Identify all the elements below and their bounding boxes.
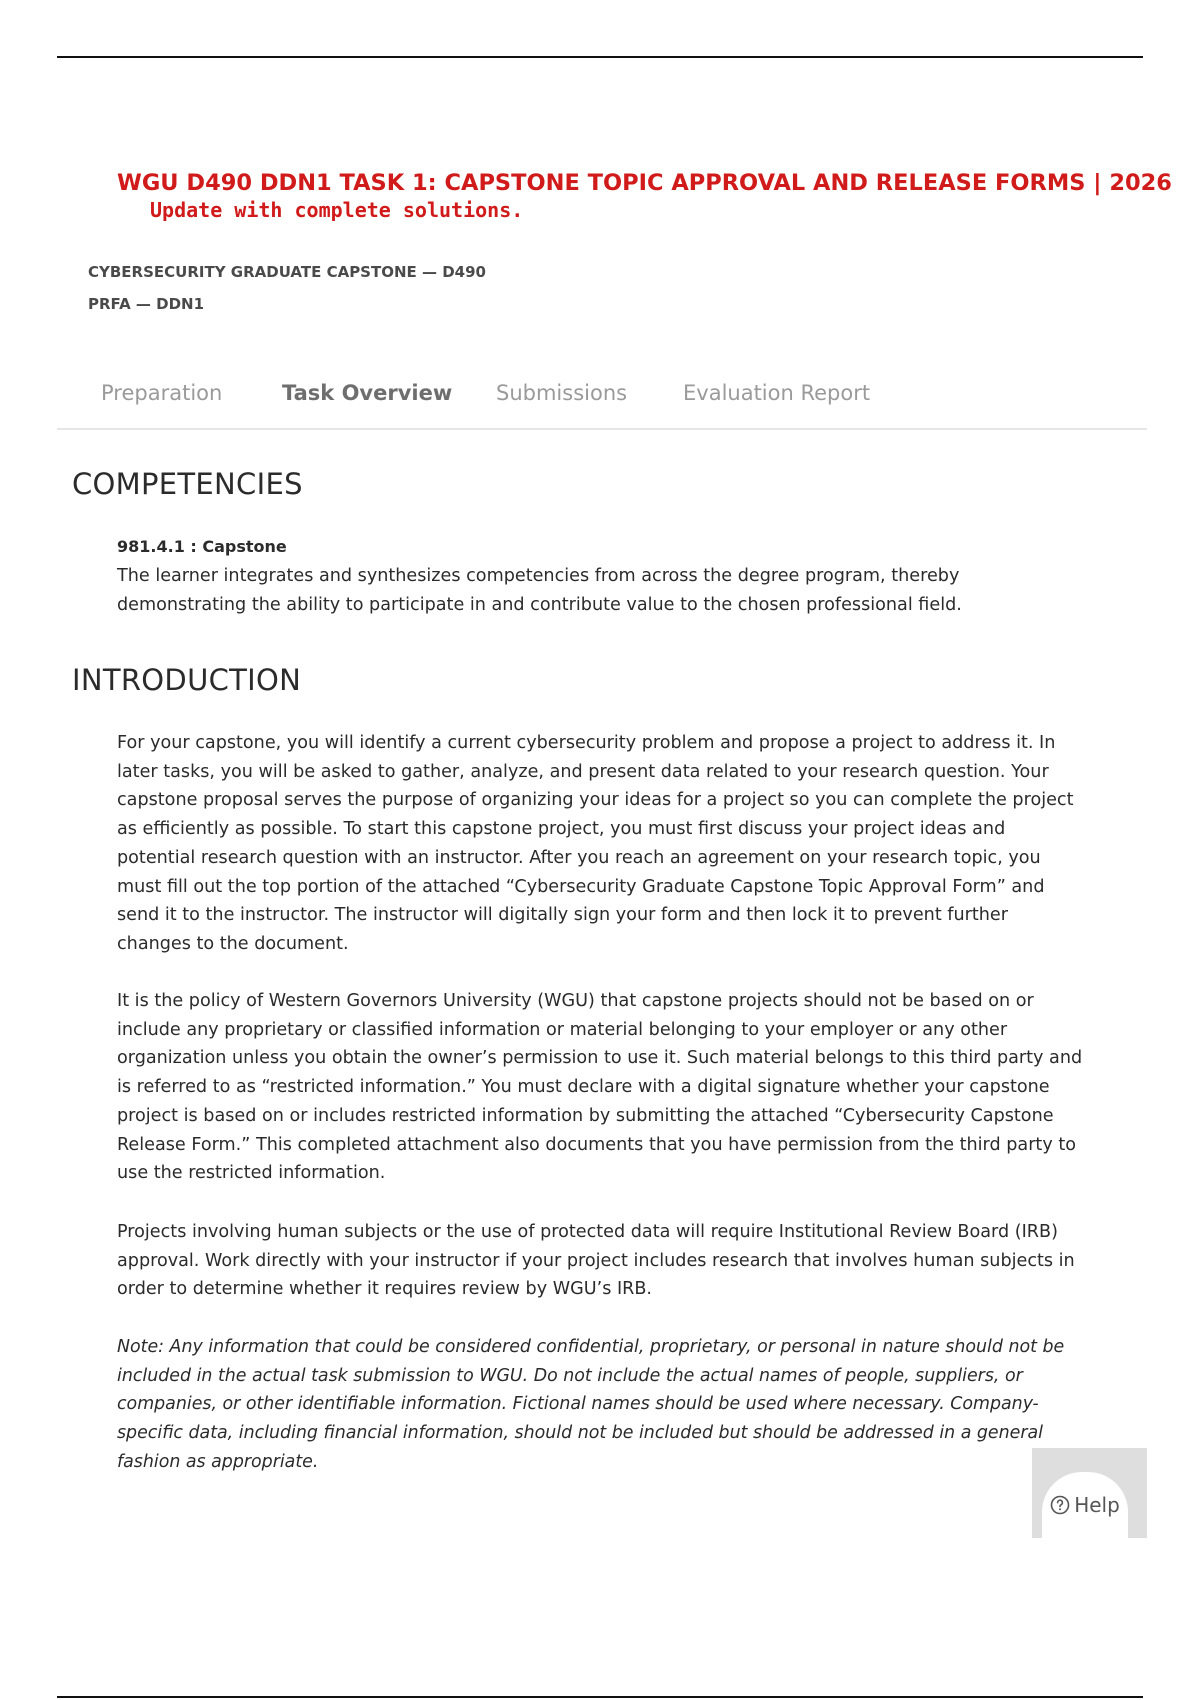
intro-paragraph-2: It is the policy of Western Governors University (WGU) that capstone projects should not be based on or include any proprietary or classified information or material belonging to your employer or any other organization unless you obtain the owner’s permission to use it. Such material belongs to this third party and is referred to as “restricted information.” You must declare with a digital signature whether your capstone project is based on or includes restricted information by submitting the attached “Cybersecurity Capstone Release Form.” This completed attachment also documents that you have permission from the third party to use the restricted information. <box>117 991 1083 1184</box>
competency-description: The learner integrates and synthesizes competencies from across the degree program, thereby demonstrating the ability to participate in and contribute value to the chosen professional field. <box>117 566 962 615</box>
help-button[interactable] <box>1042 1472 1128 1538</box>
tab-submissions[interactable]: Submissions <box>496 381 628 405</box>
help-circle-icon <box>1050 1495 1070 1515</box>
tab-preparation[interactable]: Preparation <box>101 381 223 405</box>
course-name: CYBERSECURITY GRADUATE CAPSTONE — D490 <box>88 263 486 281</box>
tab-task-overview[interactable]: Task Overview <box>282 381 453 405</box>
course-code: PRFA — DDN1 <box>88 295 205 313</box>
document-title <box>117 170 1172 224</box>
competency-code: 981.4.1 : Capstone <box>117 537 287 556</box>
top-divider <box>57 56 1143 58</box>
task-tabs <box>57 375 1147 430</box>
intro-note: Note: Any information that could be considered confidential, proprietary, or personal in nature should not be included in the actual task submission to WGU. Do not include the actual names of people, suppliers, or companies, or other identifiable information. Fictional names should be used where necessary. Company-specific data, including financial information, should not be included but should be addressed in a general fashion as appropriate. <box>117 1337 1065 1472</box>
competencies-heading: COMPETENCIES <box>72 467 303 501</box>
title-line-1: WGU D490 DDN1 TASK 1: CAPSTONE TOPIC APPROVAL AND RELEASE FORMS | 2026 <box>117 170 1172 196</box>
course-info <box>88 256 486 320</box>
tab-evaluation-report[interactable]: Evaluation Report <box>683 381 871 405</box>
bottom-divider <box>57 1696 1143 1698</box>
title-line-2: Update with complete solutions. <box>150 198 524 222</box>
intro-paragraph-1: For your capstone, you will identify a current cybersecurity problem and propose a project to address it. In later tasks, you will be asked to gather, analyze, and present data related to your research question. Your capstone proposal serves the purpose of organizing your ideas for a project so you can complete the project as efficiently as possible. To start this capstone project, you must first discuss your project ideas and potential research question with an instructor. After you reach an agreement on your research topic, you must fill out the top portion of the attached “Cybersecurity Graduate Capstone Topic Approval Form” and send it to the instructor. The instructor will digitally sign your form and then lock it to prevent further changes to the document. <box>117 733 1074 954</box>
intro-paragraph-3: Projects involving human subjects or the use of protected data will require Institutional Review Board (IRB) approval. Work directly with your instructor if your project includes research that involves human subjects in order to determine whether it requires review by WGU’s IRB. <box>117 1222 1075 1300</box>
help-label: Help <box>1074 1493 1120 1517</box>
introduction-heading: INTRODUCTION <box>72 663 302 697</box>
